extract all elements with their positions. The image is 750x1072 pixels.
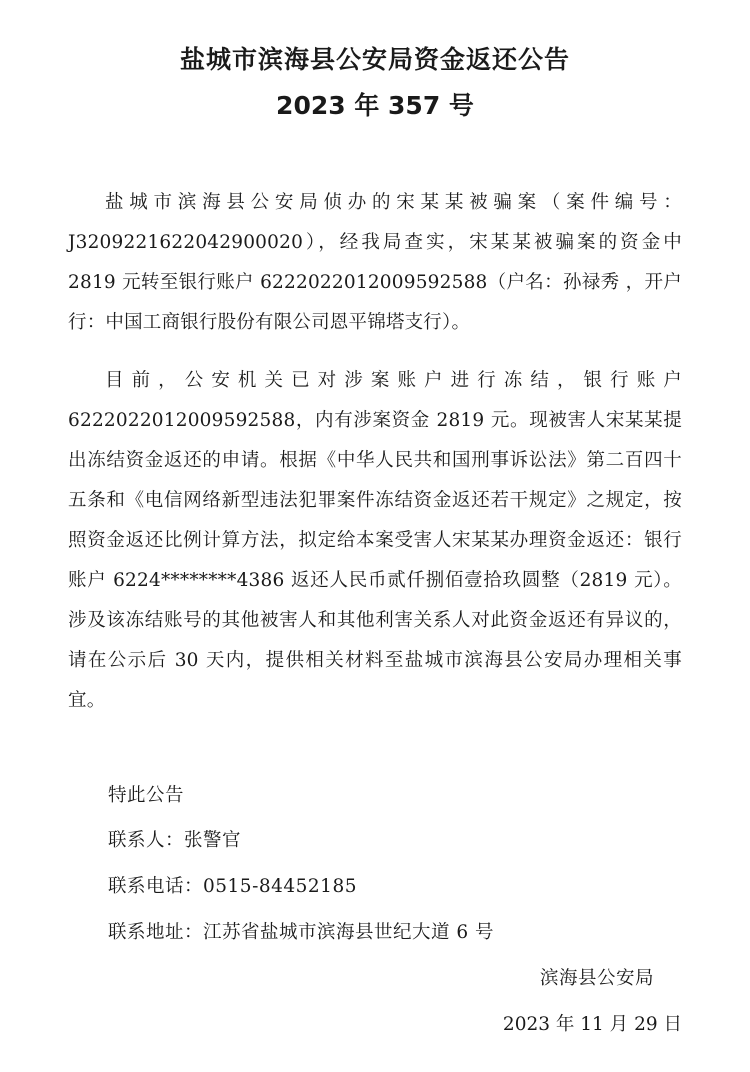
- paragraph-case-details: [68, 183, 682, 343]
- paragraph-text: 盐城市滨海县公安局侦办的宋某某被骗案（案件编号：J3209221622042900020），经我局查实，宋某某被骗案的资金中 2819 元转至银行账户 6222022012009592588（户名：孙禄秀 ，开户行：中国工商银行股份有限公司恩平锦塔支行）。: [68, 192, 682, 333]
- document-title: 盐城市滨海县公安局资金返还公告: [179, 45, 570, 74]
- paragraph-refund-details: [68, 361, 682, 721]
- paragraph-text: 目前，公安机关已对涉案账户进行冻结，银行账户 6222022012009592588，内有涉案资金 2819 元。现被害人宋某某提出冻结资金返还的申请。根据《中华人民共和国刑事诉讼法》第二百四十五条和《电信网络新型违法犯罪案件冻结资金返还若干规定》之规定，按照资金返还比例计算方法，拟定给本案受害人宋某某办理资金返还：银行账户 6224********4386 返还人民币贰仟捌佰壹拾玖圆整（2819 元）。涉及该冻结账号的其他被害人和其他利害关系人对此资金返还有异议的，请在公示后 30 天内，提供相关材料至盐城市滨海县公安局办理相关事宜。: [68, 370, 682, 711]
- notice-statement: 特此公告: [108, 785, 185, 806]
- document-number: 2023 年 357 号: [276, 91, 474, 120]
- issuer-name: 滨海县公安局: [539, 968, 654, 989]
- contact-person: 联系人：张警官: [108, 830, 242, 851]
- contact-address: 联系地址：江苏省盐城市滨海县世纪大道 6 号: [108, 922, 495, 943]
- contact-phone: 联系电话：0515-84452185: [108, 876, 357, 897]
- issue-date: 2023 年 11 月 29 日: [502, 1014, 682, 1035]
